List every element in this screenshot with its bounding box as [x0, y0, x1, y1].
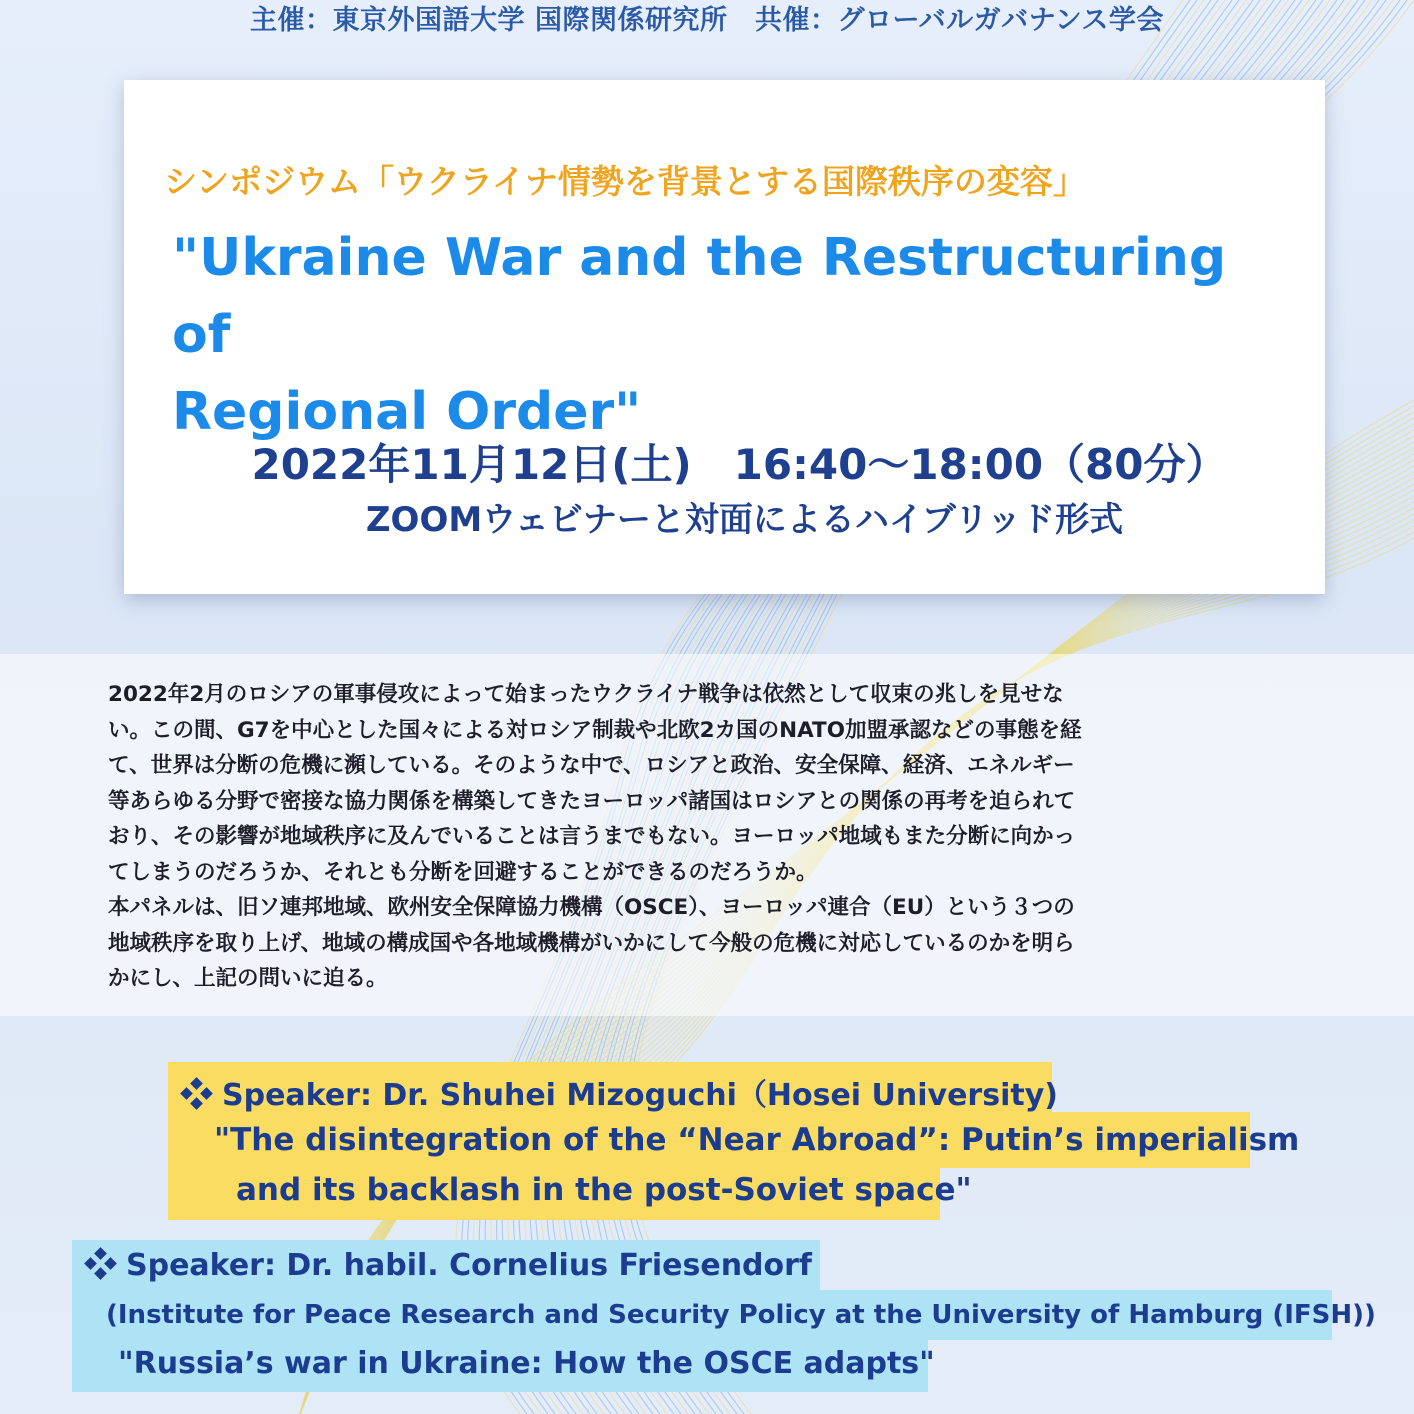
- speaker-2-name: [86, 1248, 812, 1283]
- speaker-1-name: [182, 1070, 1058, 1114]
- description-line: かにし、上記の問いに迫る。: [108, 966, 388, 991]
- speaker-block-1: [168, 1062, 1300, 1220]
- symposium-title-english: [172, 220, 1292, 451]
- event-date-time: 2022年11月12日(土) 16:40～18:00（80分）: [251, 440, 1228, 489]
- description-line: おり、その影響が地域秩序に及んでいることは言うまでもない。ヨーロッパ地域もまた分断に向かっ: [108, 824, 1076, 849]
- description-line: 2022年2月のロシアの軍事侵攻によって始まったウクライナ戦争は依然として収束の兆しを見せな: [108, 682, 1064, 707]
- speaker-1-talk-line-1: "The disintegration of the “Near Abroad”: Putin’s imperialism: [214, 1122, 1300, 1158]
- symposium-title-japanese: シンポジウム「ウクライナ情勢を背景とする国際秩序の変容」: [164, 162, 1086, 201]
- four-diamond-bullet-icon: [182, 1079, 212, 1109]
- speaker-1-label: Speaker: Dr. Shuhei Mizoguchi（Hosei University): [222, 1078, 1058, 1113]
- description-line: てしまうのだろうか、それとも分断を回避することができるのだろうか。: [108, 859, 818, 885]
- description-line: て、世界は分断の危機に瀕している。そのような中で、ロシアと政治、安全保障、経済、エネルギー: [108, 753, 1075, 778]
- title-english-line-2: Regional Order": [172, 382, 642, 442]
- title-card: [124, 80, 1325, 594]
- description-line: 地域秩序を取り上げ、地域の構成国や各地域機構がいかにして今般の危機に対応しているのかを明ら: [108, 930, 1075, 956]
- description-line: い。この間、G7を中心とした国々による対ロシア制裁や北欧2カ国のNATO加盟承認などの事態を経: [108, 717, 1082, 743]
- speaker-1-talk-line-2: and its backlash in the post-Soviet space": [236, 1172, 972, 1208]
- speaker-block-2: [72, 1240, 1376, 1392]
- event-format: ZOOMウェビナーと対面によるハイブリッド形式: [365, 500, 1124, 540]
- title-english-line-1: "Ukraine War and the Restructuring of: [172, 228, 1227, 365]
- description-text: [108, 677, 1318, 997]
- description-line: 等あらゆる分野で密接な協力関係を構築してきたヨーロッパ諸国はロシアとの関係の再考を迫られて: [108, 788, 1076, 814]
- organizer-header: 主催：東京外国語大学 国際関係研究所 共催：グローバルガバナンス学会: [250, 5, 1164, 36]
- four-diamond-bullet-icon: [86, 1249, 116, 1279]
- speaker-2-label: Speaker: Dr. habil. Cornelius Friesendorf: [126, 1248, 812, 1283]
- speaker-2-affiliation: (Institute for Peace Research and Security Policy at the University of Hamburg (IFSH)): [106, 1300, 1376, 1330]
- description-line: 本パネルは、旧ソ連邦地域、欧州安全保障協力機構（OSCE）、ヨーロッパ連合（EU）という３つの: [108, 895, 1075, 920]
- speaker-2-talk-title: "Russia’s war in Ukraine: How the OSCE adapts": [118, 1346, 935, 1381]
